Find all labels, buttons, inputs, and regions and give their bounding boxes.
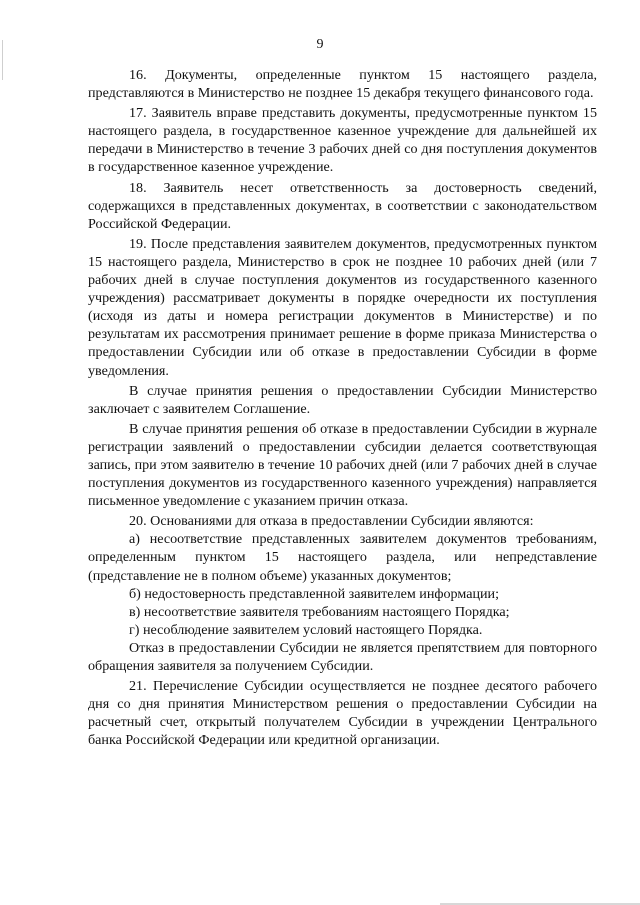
list-item-v: в) несоответствие заявителя требованиям настоящего Порядка;: [129, 603, 510, 620]
list-item-b: б) недостоверность представленной заявителем информации;: [129, 585, 500, 602]
paragraph-18: 18. Заявитель несет ответственность за достоверность сведений, содержащихся в представленных документах, в соответствии с законодательством Российской Федерации.: [88, 179, 597, 232]
paragraph-19: 19. После представления заявителем документов, предусмотренных пунктом 15 настоящего раздела, Министерство в срок не позднее 10 рабочих дней (или 7 рабочих дней в случае поступления документов из государственного казенного учреждения) рассматривает документы в порядке очередности их поступления (исходя из даты и номера регистрации документов в Министерстве) и по результатам их рассмотрения принимает решение в форме приказа Министерства о предоставлении Субсидии или об отказе в предоставлении Субсидии в форме уведомления.: [88, 235, 597, 379]
list-item-a: а) несоответствие представленных заявителем документов требованиям, определенным пунктом 15 настоящего раздела, или непредставление (представление не в полном объеме) указанных документов;: [88, 531, 597, 584]
page-number: 9: [316, 37, 324, 52]
paragraph-17: 17. Заявитель вправе представить документы, предусмотренные пунктом 15 настоящего раздела, в государственное казенное учреждение для дальнейшей их передачи в Министерство в течение 3 рабочих дней со дня поступления документов в государственное казенное учреждение.: [88, 105, 597, 176]
list-item-g: г) несоблюдение заявителем условий настоящего Порядка.: [129, 621, 483, 638]
paragraph-20: 20. Основаниями для отказа в предоставлении Субсидии являются:: [129, 513, 534, 530]
paragraph-16: 16. Документы, определенные пунктом 15 настоящего раздела, представляются в Министерство не позднее 15 декабря текущего финансового года.: [88, 67, 597, 102]
paragraph-21: 21. Перечисление Субсидии осуществляется не позднее десятого рабочего дня со дня принятия Министерством решения о предоставлении Субсидии на расчетный счет, открытый получателем Субсидии в учреждении Центрального банка Российской Федерации или кредитной организации.: [88, 678, 597, 749]
document-body: [88, 66, 597, 749]
paragraph-refusal-note: Отказ в предоставлении Субсидии не является препятствием для повторного обращения заявителя за получением Субсидии.: [88, 639, 597, 674]
paragraph-refusal: В случае принятия решения об отказе в предоставлении Субсидии в журнале регистрации заявлений о предоставлении субсидии делается соответствующая запись, при этом заявителю в течение 10 рабочих дней (или 7 рабочих дней в случае поступления документов из государственного казенного учреждения) направляется письменное уведомление с указанием причин отказа.: [88, 420, 597, 510]
paragraph-agreement: В случае принятия решения о предоставлении Субсидии Министерство заключает с заявителем Соглашение.: [88, 382, 597, 417]
